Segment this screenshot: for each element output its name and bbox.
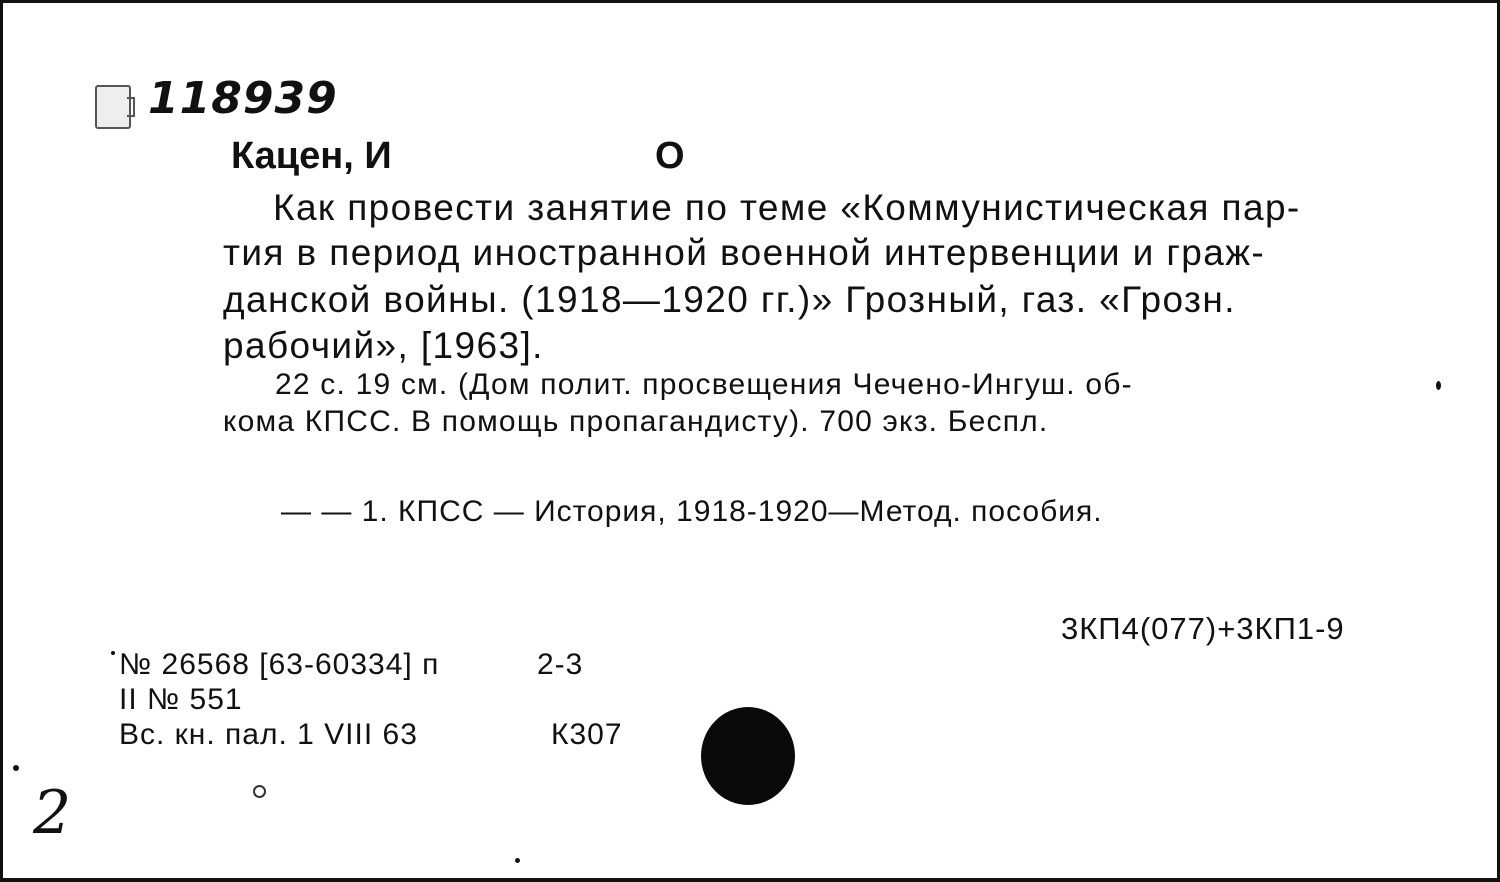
book-chamber-date: Вс. кн. пал. 1 VIII 63 <box>119 718 418 751</box>
collation-line: кома КПСС. В помощь пропагандисту). 700 экз. Беспл. <box>223 405 1049 438</box>
title-line: тия в период иностранной военной интервенции и граж- <box>223 232 1266 273</box>
author-initial: О <box>655 135 685 177</box>
classification-code: 3КП4(077)+3КП1-9 <box>1061 611 1345 646</box>
inventory-number: 118939 <box>148 73 338 124</box>
punch-hole <box>701 707 795 805</box>
ink-ring <box>253 785 266 798</box>
card-count: 2-3 <box>537 648 584 681</box>
print-code: К307 <box>551 718 623 751</box>
ink-speck <box>515 858 520 863</box>
handwritten-mark: 2 <box>33 778 72 848</box>
ink-speck <box>111 651 115 655</box>
title-line: данской войны. (1918—1920 гг.)» Грозный, газ. «Грозн. <box>223 279 1236 320</box>
subject-heading: — — 1. КПСС — История, 1918-1920—Метод. пособия. <box>281 495 1103 528</box>
registration-number: № 26568 [63-60334] п <box>119 648 440 681</box>
copy-number: II № 551 <box>119 683 243 716</box>
title-line: рабочий», [1963]. <box>223 325 544 366</box>
ink-speck <box>13 765 19 771</box>
collation-line: 22 с. 19 см. (Дом полит. просвещения Чечено-Ингуш. об- <box>275 368 1133 401</box>
author-name: Кацен, И <box>231 135 392 177</box>
ink-speck <box>1436 381 1441 390</box>
library-stamp <box>95 85 131 129</box>
title-line: Как провести занятие по теме «Коммунистическая пар- <box>273 187 1301 228</box>
